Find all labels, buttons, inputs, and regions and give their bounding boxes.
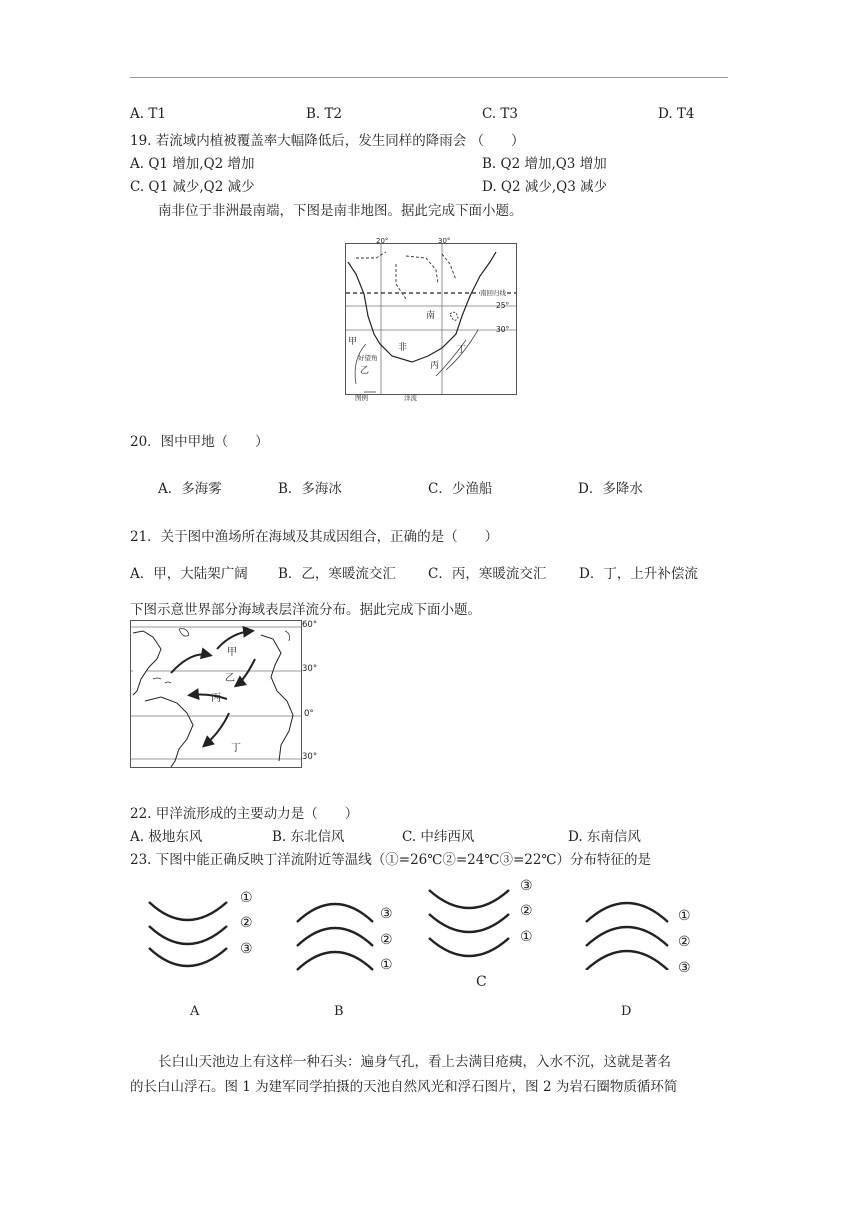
isotherm-diagram-d: [582, 890, 674, 970]
closing-paragraph-line-1: 长白山天池边上有这样一种石头：遍身气孔，看上去满目疮痍，入水不沉，这就是著名: [158, 1054, 671, 1070]
q19-option-c: C. Q1 减少,Q2 减少: [130, 179, 255, 195]
q22-option-a: A. 极地东风: [130, 829, 203, 845]
intro-currents: 下图示意世界部分海域表层洋流分布。据此完成下面小题。: [130, 602, 481, 618]
lat-label-60n: 60°: [302, 620, 318, 630]
label-jia: 甲: [348, 337, 358, 347]
cape-label: 好望角: [358, 354, 378, 362]
label-ding: 丁: [457, 345, 467, 355]
isotherm-diagram-a: [145, 888, 235, 968]
q20-option-b: B．多海冰: [278, 481, 342, 497]
diagram-d-mark-3: ③: [678, 960, 691, 976]
label-fei: 非: [398, 343, 408, 353]
header-rule: [130, 77, 728, 78]
diagram-c-mark-2: ②: [520, 903, 533, 919]
q19-stem: 19. 若流域内植被覆盖率大幅降低后，发生同样的降雨会 （ ）: [130, 133, 525, 149]
q21-stem: 21．关于图中渔场所在海域及其成因组合，正确的是（ ）: [130, 529, 499, 545]
lat-label-30n: 30°: [302, 664, 318, 674]
q23-stem: 23. 下图中能正确反映丁洋流附近等温线（①=26℃②=24℃③=22℃）分布特征的是: [130, 852, 652, 868]
q18-option-b: B. T2: [306, 106, 343, 122]
label-yi: 乙: [360, 366, 370, 376]
current-label-ding: 丁: [231, 743, 241, 754]
diagram-a-mark-2: ②: [240, 915, 253, 931]
q22-option-c: C. 中纬西风: [402, 829, 475, 845]
q20-stem: 20．图中甲地（ ）: [130, 434, 269, 450]
diagram-b-letter: B: [334, 1004, 344, 1019]
q21-option-a: A．甲，大陆架广阔: [130, 566, 248, 582]
diagram-b-mark-2: ②: [380, 932, 393, 948]
q20-option-a: A．多海雾: [158, 481, 222, 497]
diagram-c-mark-3: ①: [520, 929, 533, 945]
diagram-c-letter: C: [476, 974, 487, 990]
q19-option-d: D. Q2 减少,Q3 减少: [482, 179, 608, 195]
q22-option-b: B. 东北信风: [272, 829, 345, 845]
isotherm-diagram-b: [293, 892, 379, 972]
diagram-c-mark-1: ③: [520, 878, 533, 894]
closing-paragraph-line-2: 的长白山浮石。图 1 为建军同学拍摄的天池自然风光和浮石图片，图 2 为岩石圈物质循环简: [130, 1079, 678, 1095]
q18-option-c: C. T3: [482, 106, 519, 122]
lat-label-25: 25°: [496, 301, 510, 310]
q21-option-d: D．丁，上升补偿流: [579, 566, 698, 582]
lat-label-30s: 30°: [302, 752, 318, 762]
lon-label-30: 30°: [438, 237, 451, 245]
diagram-b-mark-1: ③: [380, 906, 393, 922]
intro-south-africa: 南非位于非洲最南端，下图是南非地图。据此完成下面小题。: [158, 203, 523, 219]
lon-label-20: 20°: [376, 237, 389, 245]
lat-label-0: 0°: [304, 709, 314, 719]
diagram-b-mark-3: ①: [380, 957, 393, 973]
q19-option-a: A. Q1 增加,Q2 增加: [130, 156, 255, 172]
q22-stem: 22. 甲洋流形成的主要动力是（ ）: [130, 806, 359, 822]
q18-option-a: A. T1: [130, 106, 166, 122]
current-label-yi: 乙: [225, 673, 235, 684]
lat-label-30: 30°: [496, 325, 510, 334]
q20-option-d: D．多降水: [578, 481, 643, 497]
diagram-a-letter: A: [190, 1004, 200, 1019]
q21-option-b: B．乙，寒暖流交汇: [278, 566, 396, 582]
label-nan: 南: [426, 311, 436, 321]
q19-option-b: B. Q2 增加,Q3 增加: [482, 156, 607, 172]
atlantic-currents-map: [130, 620, 302, 768]
diagram-d-mark-2: ②: [678, 934, 691, 950]
current-label-jia: 甲: [227, 647, 237, 658]
q21-option-c: C．丙，寒暖流交汇: [428, 566, 547, 582]
legend-title: 图例: [355, 394, 368, 402]
tropic-label: 南回归线: [480, 289, 506, 297]
diagram-a-mark-1: ①: [240, 890, 253, 906]
south-africa-map: [345, 237, 517, 395]
q18-option-d: D. T4: [658, 106, 695, 122]
diagram-d-mark-1: ①: [678, 908, 691, 924]
label-bing: 丙: [430, 361, 440, 371]
isotherm-diagram-c: [425, 880, 515, 960]
current-label-bing: 丙: [211, 693, 221, 704]
legend-item: 洋流: [404, 394, 417, 402]
q22-option-d: D. 东南信风: [568, 829, 641, 845]
diagram-d-letter: D: [621, 1004, 632, 1019]
q20-option-c: C．少渔船: [428, 481, 493, 497]
diagram-a-mark-3: ③: [240, 941, 253, 957]
